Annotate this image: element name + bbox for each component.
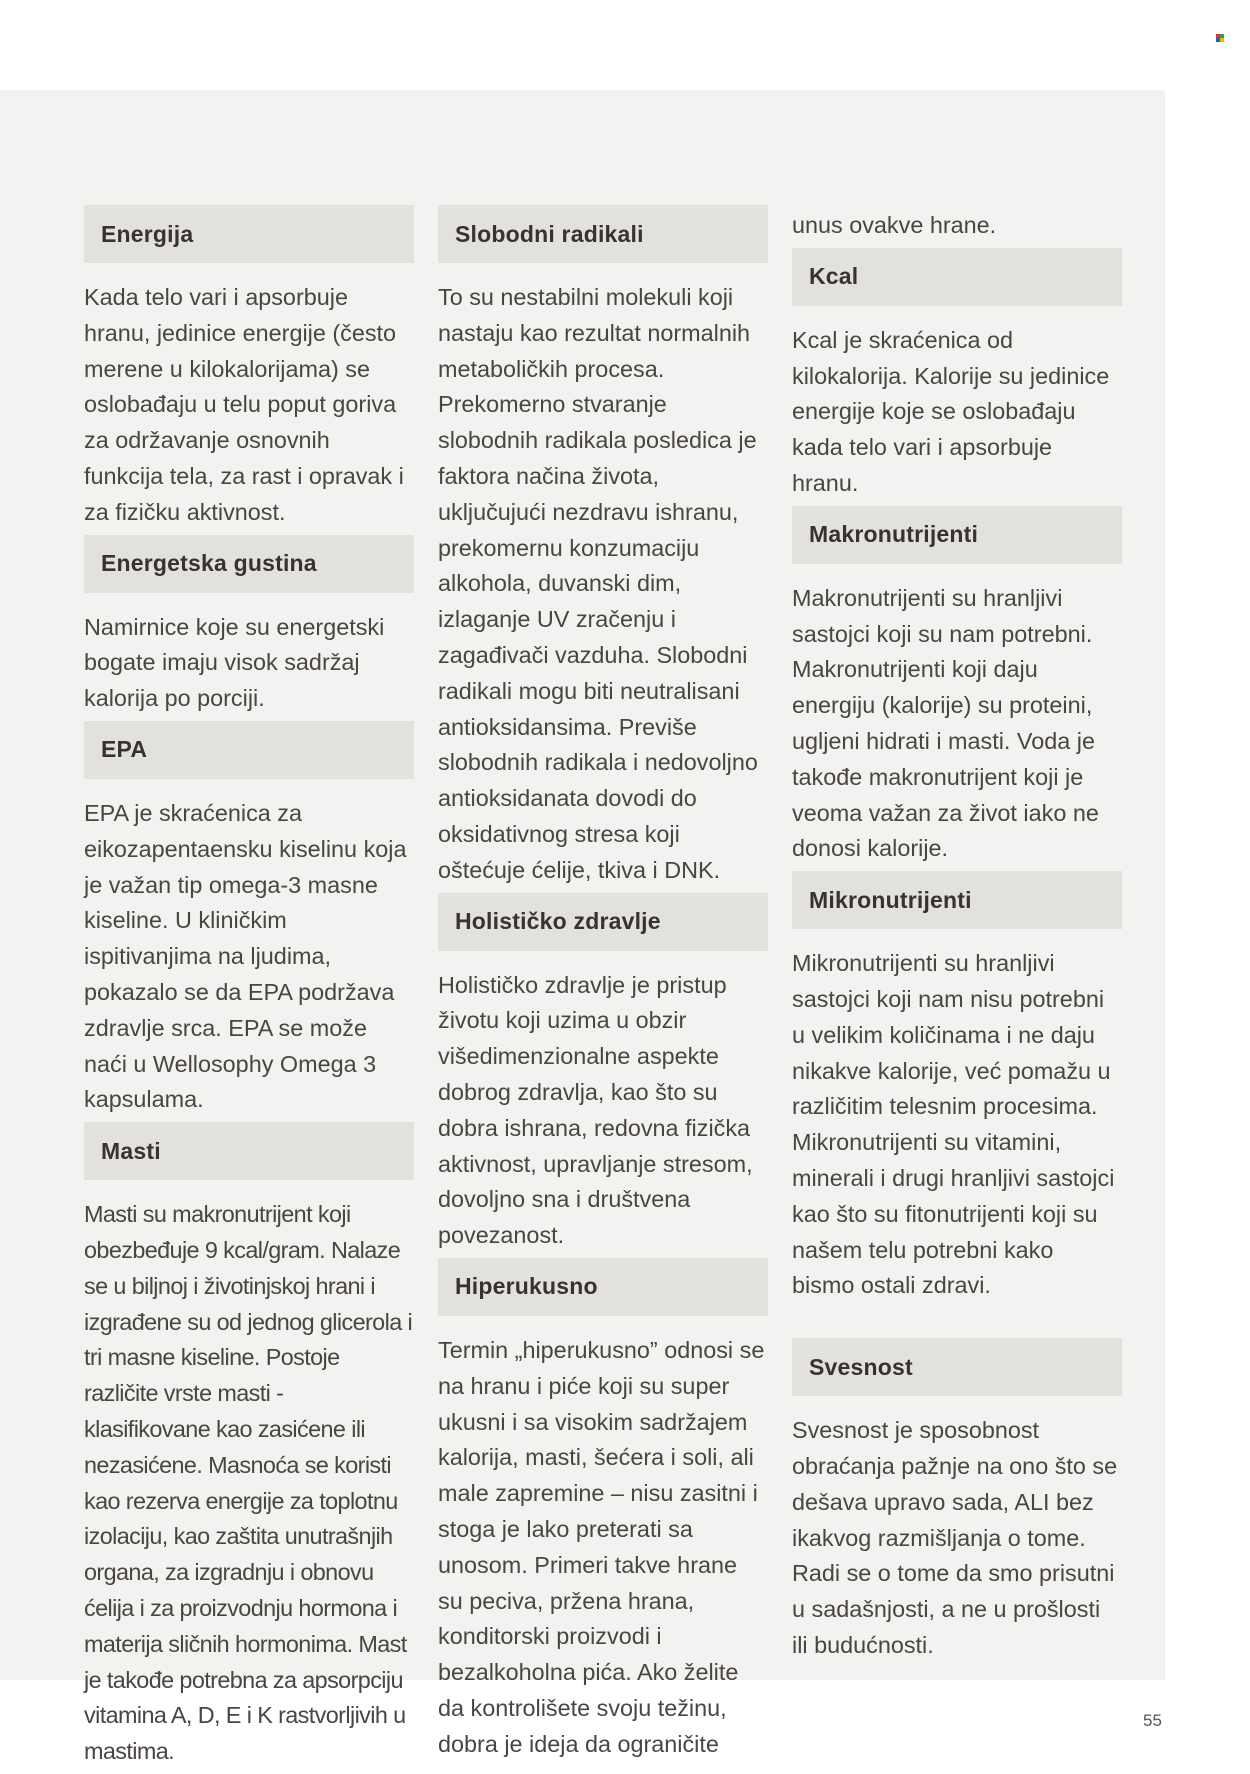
text-makronutrijenti: Makronutrijenti su hranljivi sastojci koji su nam potrebni. Makronutrijenti koji daju energiju (kalorije) su proteini, ugljeni hidrati i masti. Voda je takođe makronutrijent koji je veoma važan za život iako ne donosi kalorije.	[792, 584, 1099, 862]
column-3	[792, 208, 1122, 1668]
text-epa: EPA je skraćenica za eikozapentaensku kiselinu koja je važan tip omega-3 masne kiseline. U kliničkim ispitivanjima na ljudima, pokazalo se da EPA podržava zdravlje srca. EPA se može naći u Wellosophy Omega 3 kapsulama.	[84, 799, 407, 1113]
heading-hiperukusno: Hiperukusno	[438, 1258, 768, 1316]
text-slobodni-radikali: To su nestabilni molekuli koji nastaju kao rezultat normalnih metaboličkih procesa. Prekomerno stvaranje slobodnih radikala posledica je faktora načina života, uključujući nezdravu ishranu, prekomernu konzumaciju alkohola, duvanski dim, izlaganje UV zračenju i zagađivači vazduha. Slobodni radikali mogu biti neutralisani antioksidansima. Previše slobodnih radikala i nedovoljno antioksidanata dovodi do oksidativnog stresa koji oštećuje ćelije, tkiva i DNK.	[438, 284, 758, 883]
heading-energija: Energija	[84, 205, 414, 263]
text-masti: Masti su makronutrijent koji obezbeđuje 9 kcal/gram. Nalaze se u biljnoj i životinjskoj hrani i izgrađene su od jednog glicerola i tri masne kiseline. Postoje različite vrste masti - klasifikovane kao zasićene ili nezasićene. Masnoća se koristi kao rezerva energije za toplotnu izolaciju, kao zaštita unutrašnjih organa, za izgradnju i obnovu ćelija i za proizvodnju hormona i materija sličnih hormonima. Mast je takođe potrebna za apsorpciju vitamina A, D, E i K rastvorljivih u mastima.	[84, 1201, 413, 1765]
column-2	[438, 205, 768, 1766]
text-continuation: unus ovakve hrane.	[792, 212, 997, 238]
text-kcal: Kcal je skraćenica od kilokalorija. Kalorije su jedinice energije koje se oslobađaju kada telo vari i apsorbuje hranu.	[792, 326, 1110, 496]
heading-epa: EPA	[84, 721, 414, 779]
heading-svesnost: Svesnost	[792, 1338, 1122, 1396]
text-energetska-gustina: Namirnice koje su energetski bogate imaju visok sadržaj kalorija po porciji.	[84, 613, 385, 712]
heading-holisticko-zdravlje: Holističko zdravlje	[438, 893, 768, 951]
text-mikronutrijenti: Mikronutrijenti su hranljivi sastojci koji nam nisu potrebni u velikim količinama i ne daju nikakve kalorije, već pomažu u različitim telesnim procesima. Mikronutrijenti su vitamini, minerali i drugi hranljivi sastojci kao što su fitonutrijenti koji su našem telu potrebni kako bismo ostali zdravi.	[792, 950, 1115, 1299]
heading-kcal: Kcal	[792, 248, 1122, 306]
column-1	[84, 205, 414, 1774]
heading-makronutrijenti: Makronutrijenti	[792, 506, 1122, 564]
text-svesnost: Svesnost je sposobnost obraćanja pažnje na ono što se dešava upravo sada, ALI bez ikakvog razmišljanja o tome. Radi se o tome da smo prisutni u sadašnjosti, a ne u prošlosti ili budućnosti.	[792, 1417, 1118, 1658]
heading-masti: Masti	[84, 1122, 414, 1180]
heading-slobodni-radikali: Slobodni radikali	[438, 205, 768, 263]
text-energija: Kada telo vari i apsorbuje hranu, jedinice energije (često merene u kilokalorijama) se oslobađaju u telu poput goriva za održavanje osnovnih funkcija tela, za rast i opravak i za fizičku aktivnost.	[84, 284, 404, 525]
section-spacer	[792, 1308, 1122, 1338]
heading-energetska-gustina: Energetska gustina	[84, 535, 414, 593]
brand-logo-icon	[1216, 34, 1224, 42]
page-number: 55	[1143, 1711, 1162, 1730]
text-holisticko-zdravlje: Holističko zdravlje je pristup životu koji uzima u obzir višedimenzionalne aspekte dobrog zdravlja, kao što su dobra ishrana, redovna fizička aktivnost, upravljanje stresom, dovoljno sna i društvena povezanost.	[438, 971, 753, 1249]
heading-mikronutrijenti: Mikronutrijenti	[792, 871, 1122, 929]
text-hiperukusno: Termin „hiperukusno” odnosi se na hranu i piće koji su super ukusni i sa visokim sadržajem kalorija, masti, šećera i soli, ali male zapremine – nisu zasitni i stoga je lako preterati sa unosom. Primeri takve hrane su peciva, pržena hrana, konditorski proizvodi i bezalkoholna pića. Ako želite da kontrolišete svoju težinu, dobra je ideja da ograničite	[438, 1336, 765, 1757]
